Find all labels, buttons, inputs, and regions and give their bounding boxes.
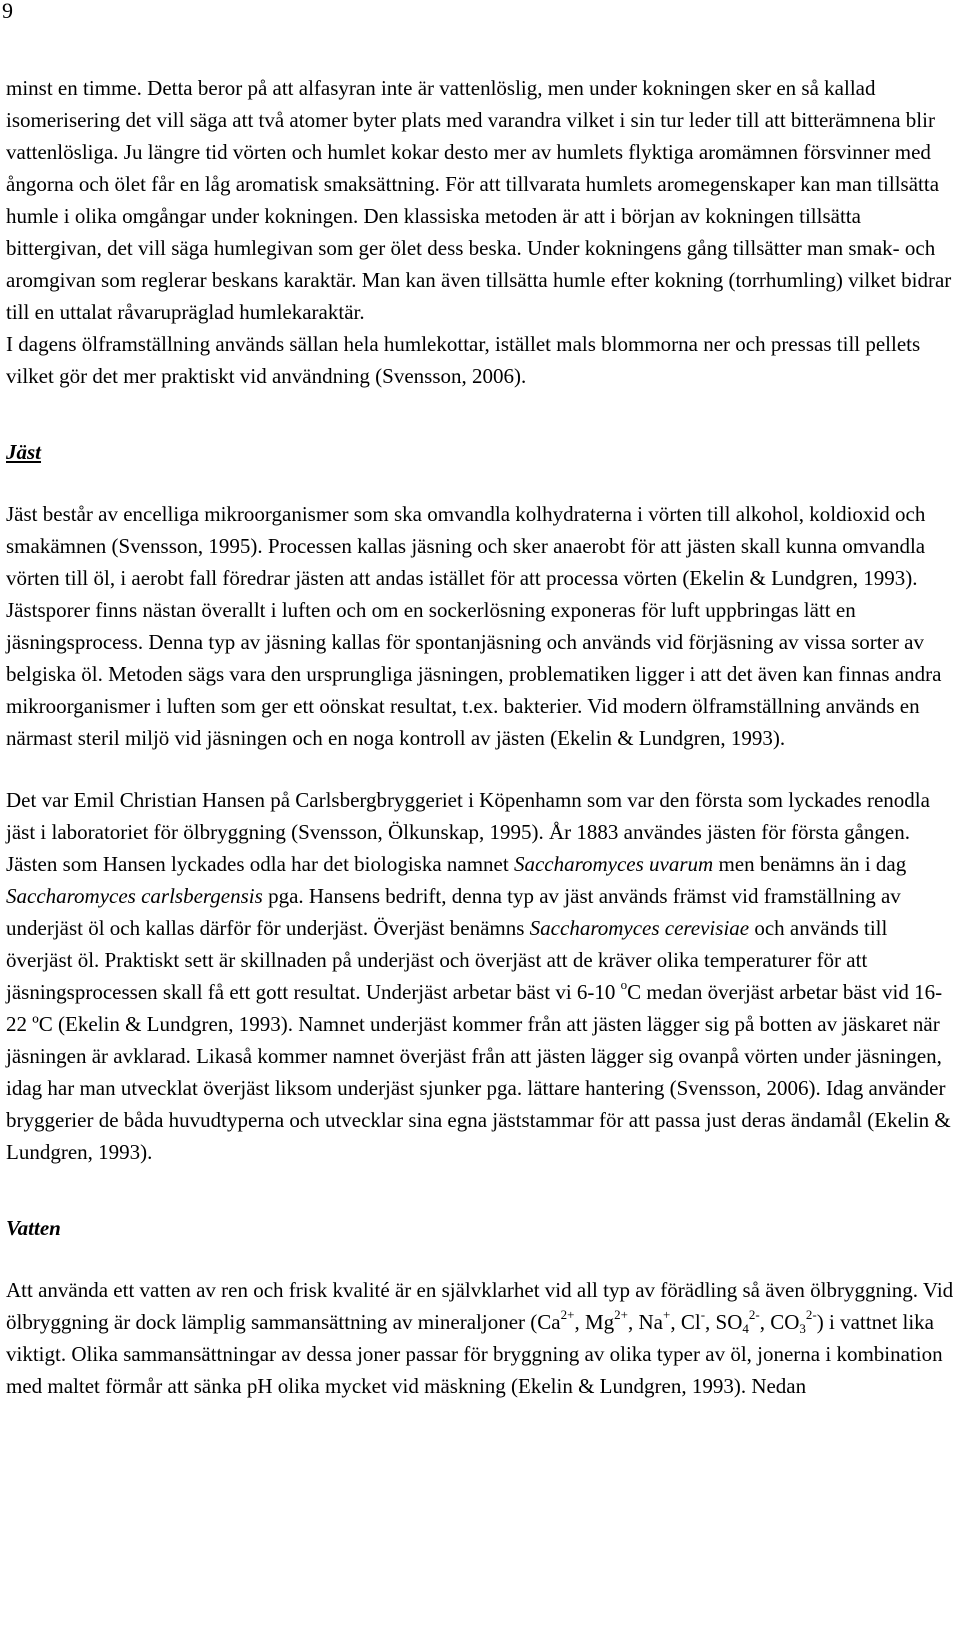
- degree-mark: o: [620, 977, 628, 992]
- ion-subscript: 4: [742, 1321, 749, 1336]
- jast-paragraph-2: [6, 784, 956, 1168]
- vatten-text: , CO: [759, 1310, 800, 1334]
- ion-charge: -: [700, 1307, 706, 1322]
- species-name: Saccharomyces uvarum: [513, 852, 714, 876]
- ion-charge: 2+: [560, 1307, 575, 1322]
- ion-charge: 2-: [748, 1307, 760, 1322]
- section-heading-vatten: Vatten: [6, 1216, 61, 1240]
- page-number: 9: [2, 0, 13, 23]
- intro-text: minst en timme. Detta beror på att alfasyran inte är vattenlöslig, men under kokningen sker en så kallad isomerisering det vill säga att två atomer byter plats med varandra vilket i sin tur leder till att bitterämnena blir vattenlösliga. Ju längre tid vörten och humlet kokar desto mer av humlets flyktiga aromämnen försvinner med ångorna och ölet får en låg aromatisk smaksättning. För att tillvarata humlets aromegenskaper kan man tillsätta humle i olika omgångar under kokningen. Den klassiska metoden är att i början av kokningen tillsätta bittergivan, det vill säga humlegivan som ger ölet dess beska. Under kokningens gång tillsätter man smak- och aromgivan som reglerar beskans karaktär. Man kan även tillsätta humle efter kokning (torrhumling) vilket bidrar till en uttalat råvarupräglad humlekaraktär.: [6, 76, 952, 324]
- vatten-text: , Cl: [670, 1310, 701, 1334]
- vatten-text: , Mg: [574, 1310, 615, 1334]
- jast-text: men benämns än i dag: [713, 852, 907, 876]
- ion-charge: 2-: [805, 1307, 817, 1322]
- vatten-paragraph: [6, 1274, 956, 1402]
- species-name: Saccharomyces carlsbergensis: [6, 884, 263, 908]
- jast-text: C medan överjäst arbetar bäst vid 16-22 ºC (Ekelin & Lundgren, 1993). Namnet underjäst kommer från att jästen lägger sig på botten av jäskaret när jäsningen är avklarad. Likaså kommer namnet överjäst från att jästen lägger sig ovanpå vörten under jäsningen, idag har man utvecklat överjäst liksom underjäst sjunker pga. lättare hantering (Svensson, 2006). Idag använder bryggerier de båda huvudtyperna och utvecklar sina egna jäststammar för att passa just deras ändamål (Ekelin & Lundgren, 1993).: [6, 980, 951, 1164]
- intro-text-2: I dagens ölframställning används sällan hela humlekottar, istället mals blommorna ner och pressas till pellets vilket gör det mer praktiskt vid användning (Svensson, 2006).: [6, 332, 921, 388]
- jast-paragraph-1: Jäst består av encelliga mikroorganismer som ska omvandla kolhydraterna i vörten till alkohol, koldioxid och smakämnen (Svensson, 1995). Processen kallas jäsning och sker anaerobt för att jästen skall kunna omvandla vörten till öl, i aerobt fall föredrar jästen att andas istället för att processa vörten (Ekelin & Lundgren, 1993). Jästsporer finns nästan överallt i luften och om en sockerlösning exponeras för luft uppbringas lätt en jäsningsprocess. Denna typ av jäsning kallas för spontanjäsning och används vid förjäsning av vissa sorter av belgiska öl. Metoden sägs vara den ursprungliga jäsningen, problematiken ligger i att det även kan finnas andra mikroorganismer i luften som ger ett oönskat resultat, t.ex. bakterier. Vid modern ölframställning används en närmast steril miljö vid jäsningen och en noga kontroll av jästen (Ekelin & Lundgren, 1993).: [6, 502, 942, 750]
- jast-text: och används till överjäst öl. Praktiskt sett är skillnaden på underjäst och överjäst att de kräver olika temperaturer för att jäsningsprocessen skall få ett gott resultat. Underjäst arbetar bäst vi 6-10: [6, 916, 888, 1004]
- ion-subscript: 3: [799, 1321, 806, 1336]
- vatten-text: , SO: [705, 1310, 743, 1334]
- ion-charge: +: [663, 1307, 671, 1322]
- ion-charge: 2+: [614, 1307, 628, 1322]
- vatten-text: , Na: [628, 1310, 663, 1334]
- document-body: [6, 72, 956, 1402]
- section-heading-jast: Jäst: [6, 440, 42, 464]
- vatten-text: Att använda ett vatten av ren och frisk kvalité är en självklarhet vid all typ av förädling så även ölbryggning. Vid ölbryggning är dock lämplig sammansättning av mineraljoner (Ca: [6, 1278, 954, 1334]
- intro-paragraph: [6, 72, 956, 392]
- species-name: Saccharomyces cerevisiae: [529, 916, 750, 940]
- jast-text: pga. Hansens bedrift, denna typ av jäst används främst vid framställning av underjäst öl och kallas därför för underjäst. Överjäst benämns: [6, 884, 901, 940]
- vatten-text: ) i vattnet lika viktigt. Olika sammansättningar av dessa joner passar för bryggning av olika typer av öl, jonerna i kombination med maltet förmår att sänka pH olika mycket vid mäskning (Ekelin & Lundgren, 1993). Nedan: [6, 1310, 943, 1398]
- jast-text: Det var Emil Christian Hansen på Carlsbergbryggeriet i Köpenhamn som var den första som lyckades renodla jäst i laboratoriet för ölbryggning (Svensson, Ölkunskap, 1995). År 1883 användes jästen för första gången. Jästen som Hansen lyckades odla har det biologiska namnet: [6, 788, 930, 876]
